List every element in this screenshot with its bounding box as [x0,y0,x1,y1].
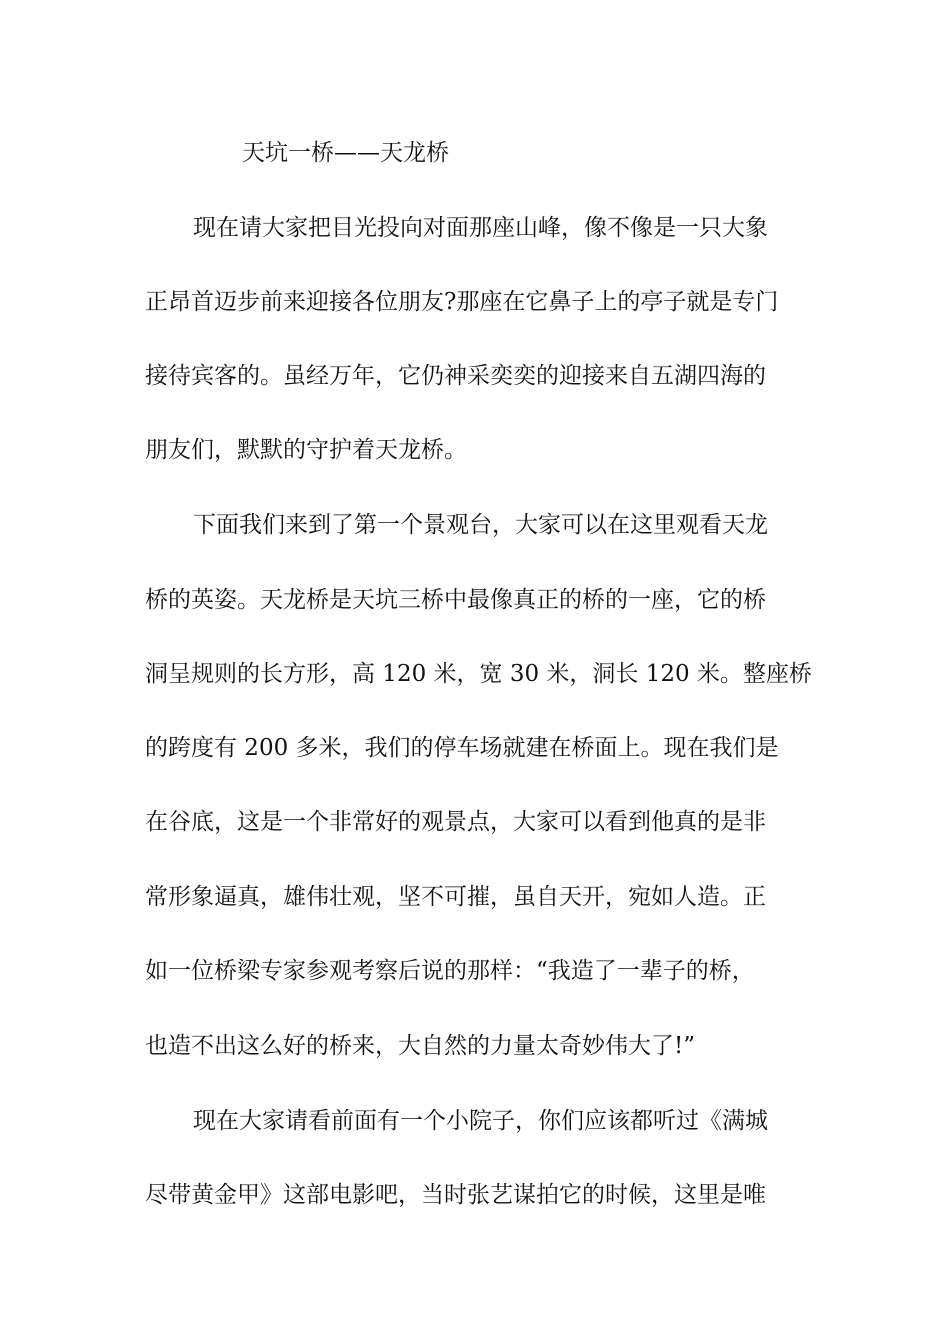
paragraph-2-line-7: 如一位桥梁专家参观考察后说的那样：“我造了一辈子的桥， [145,958,755,984]
paragraph-1-line-3: 接待宾客的。虽经万年，它仍神采奕奕的迎接来自五湖四海的 [145,363,766,389]
paragraph-2-line-2: 桥的英姿。天龙桥是天坑三桥中最像真正的桥的一座，它的桥 [145,587,766,613]
paragraph-3-line-1: 现在大家请看前面有一个小院子，你们应该都听过《满城 [193,1108,768,1134]
paragraph-2-line-4: 的跨度有 200 多米，我们的停车场就建在桥面上。现在我们是 [145,735,779,761]
document-title: 天坑一桥——天龙桥 [242,140,449,166]
paragraph-2-line-1: 下面我们来到了第一个景观台，大家可以在这里观看天龙 [193,512,768,538]
paragraph-1-line-2: 正昂首迈步前来迎接各位朋友?那座在它鼻子上的亭子就是专门 [145,289,779,315]
paragraph-1-line-1: 现在请大家把目光投向对面那座山峰，像不像是一只大象 [193,215,768,241]
paragraph-2-line-3: 洞呈规则的长方形，高 120 米，宽 30 米，洞长 120 米。整座桥 [145,661,812,687]
paragraph-2-line-8: 也造不出这么好的桥来，大自然的力量太奇妙伟大了!” [145,1033,696,1059]
paragraph-1-line-4: 朋友们，默默的守护着天龙桥。 [145,437,467,463]
paragraph-3-line-2: 尽带黄金甲》这部电影吧，当时张艺谋拍它的时候，这里是唯 [145,1182,766,1208]
paragraph-2-line-5: 在谷底，这是一个非常好的观景点，大家可以看到他真的是非 [145,809,766,835]
paragraph-2-line-6: 常形象逼真，雄伟壮观，坚不可摧，虽自天开，宛如人造。正 [145,884,766,910]
